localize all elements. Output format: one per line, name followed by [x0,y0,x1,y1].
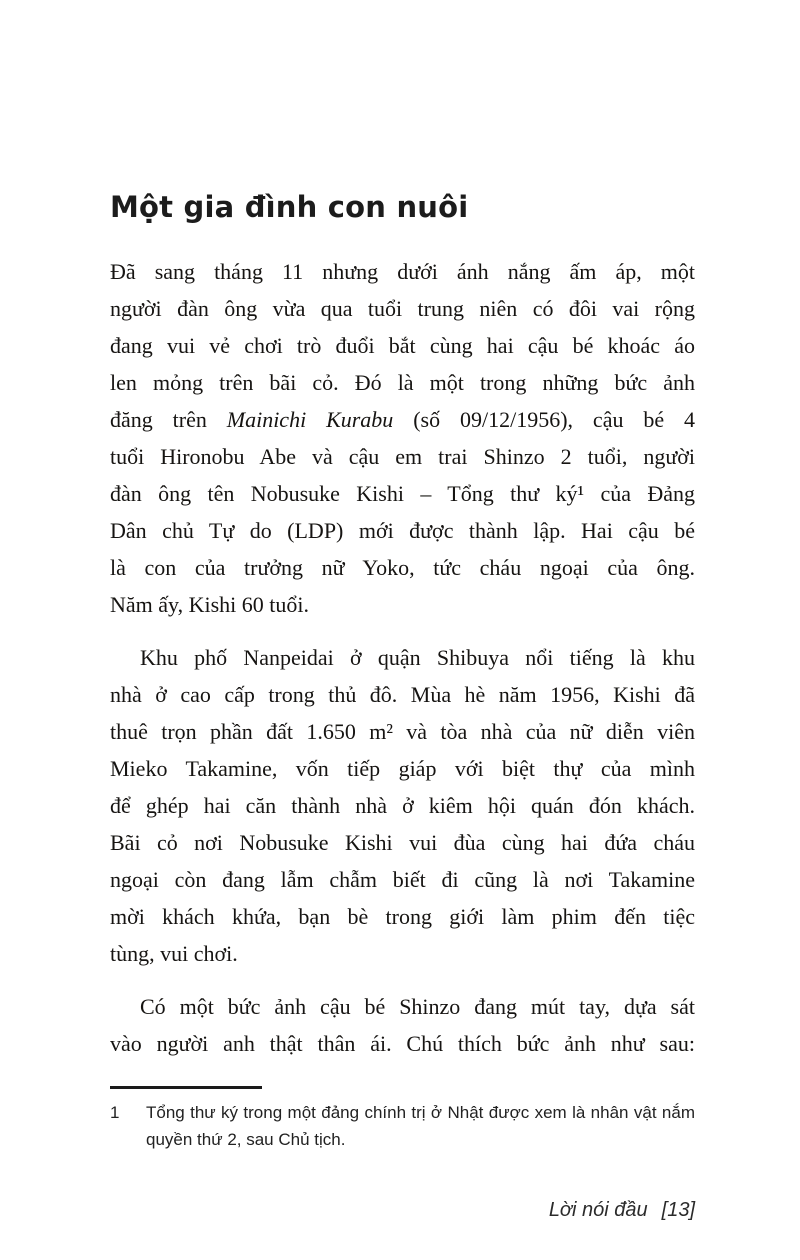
text-line: tuổi Hironobu Abe và cậu em trai Shinzo 2 tuổi, người [110,444,695,469]
text-line: Có một bức ảnh cậu bé Shinzo đang mút tay, dựa sát [140,994,695,1019]
text-line: đang vui vẻ chơi trò đuổi bắt cùng hai cậu bé khoác áo [110,333,695,358]
footnote-line: Tổng thư ký trong một đảng chính trị ở Nhật được xem là nhân vật nắm [146,1103,695,1122]
text-line: Đã sang tháng 11 nhưng dưới ánh nắng ấm áp, một [110,259,695,284]
body-text [110,253,695,1062]
text-line: để ghép hai căn thành nhà ở kiêm hội quán đón khách. [110,793,695,818]
footnote [110,1099,695,1153]
text-line: Dân chủ Tự do (LDP) mới được thành lập. Hai cậu bé [110,518,695,543]
text-line: mời khách khứa, bạn bè trong giới làm phim đến tiệc [110,904,695,929]
text-line: Bãi cỏ nơi Nobusuke Kishi vui đùa cùng hai đứa cháu [110,830,695,855]
footnote-line: quyền thứ 2, sau Chủ tịch. [146,1130,346,1149]
text-line: Khu phố Nanpeidai ở quận Shibuya nổi tiếng là khu [140,645,695,670]
text-line: Năm ấy, Kishi 60 tuổi. [110,592,309,617]
text-line: ngoại còn đang lẫm chẫm biết đi cũng là nơi Takamine [110,867,695,892]
text-line: tùng, vui chơi. [110,941,238,966]
italic-title: Mainichi Kurabu [226,407,394,432]
text-line: đăng trên Mainichi Kurabu (số 09/12/1956), cậu bé 4 [110,407,695,432]
paragraph [110,988,695,1062]
paragraph [110,253,695,623]
text-line: người đàn ông vừa qua tuổi trung niên có đôi vai rộng [110,296,695,321]
paragraph [110,639,695,972]
text-line: nhà ở cao cấp trong thủ đô. Mùa hè năm 1956, Kishi đã [110,682,695,707]
text-line: Mieko Takamine, vốn tiếp giáp với biệt thự của mình [110,756,695,781]
text-line: len mỏng trên bãi cỏ. Đó là một trong những bức ảnh [110,370,695,395]
text-line: thuê trọn phần đất 1.650 m² và tòa nhà của nữ diễn viên [110,719,695,744]
footnote-lines [146,1099,695,1153]
text-line: vào người anh thật thân ái. Chú thích bức ảnh như sau: [110,1031,695,1056]
footnote-divider [110,1086,262,1089]
footnote-marker: 1 [110,1103,120,1122]
footer-section-label: Lời nói đầu [548,1199,648,1221]
text-line: là con của trưởng nữ Yoko, tức cháu ngoại của ông. [110,555,695,580]
text-line: đàn ông tên Nobusuke Kishi – Tổng thư ký¹ của Đảng [110,481,695,506]
chapter-heading: Một gia đình con nuôi [110,190,469,224]
page-footer [110,1199,695,1222]
footer-page-number: [13] [661,1199,695,1221]
